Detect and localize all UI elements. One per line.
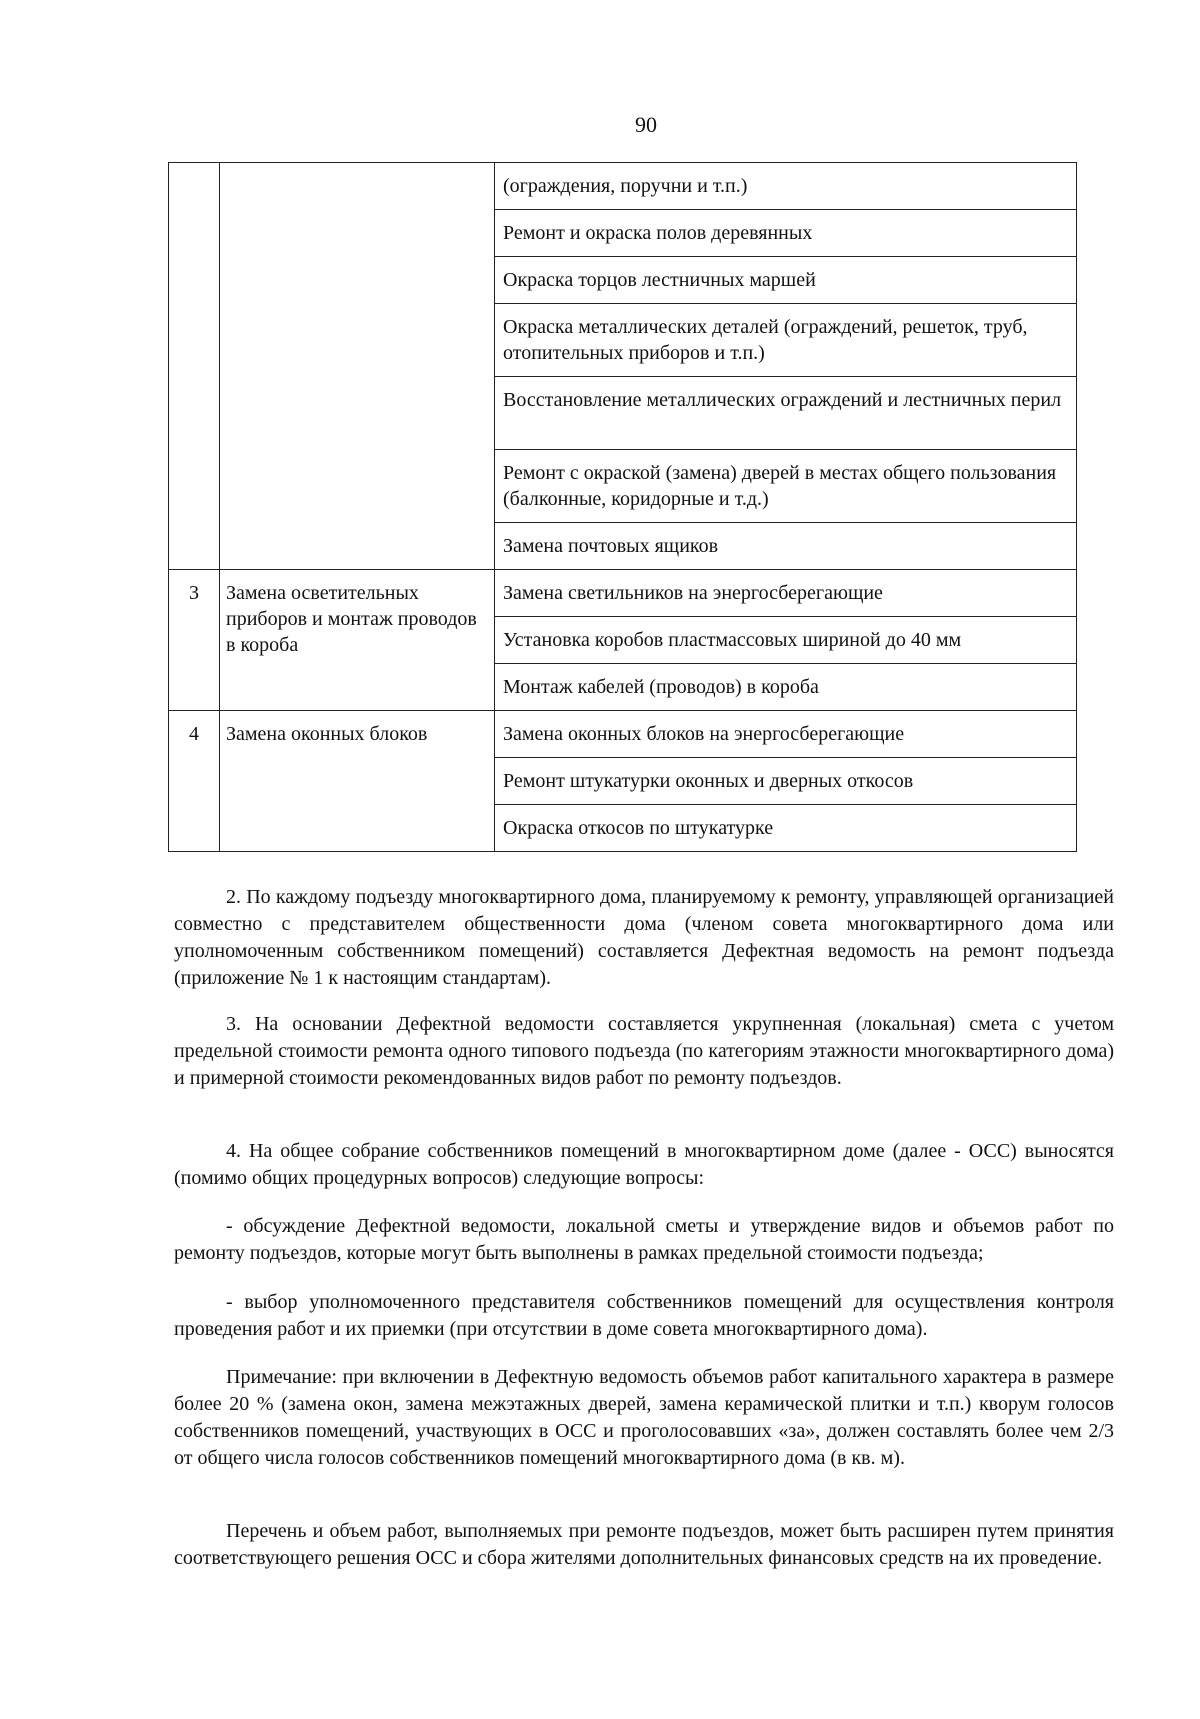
work-item: Замена почтовых ящиков: [495, 523, 1077, 570]
note-paragraph: Примечание: при включении в Дефектную ведомость объемов работ капитального характера в размере более 20 % (замена окон, замена межэтажных дверей, замена керамической плитки и т.п.) кворум голосов собственников помещений, участвующих в ОСС и проголосовавших «за», должен составлять более чем 2/3 от общего числа голосов собственников помещений многоквартирного дома (в кв. м).: [174, 1366, 1114, 1469]
bullet-discussion: - обсуждение Дефектной ведомости, локальной сметы и утверждение видов и объемов работ по ремонту подъездов, которые могут быть выполнены в рамках предельной стоимости подъезда;: [174, 1215, 1114, 1264]
work-item: Замена оконных блоков на энергосберегающие: [495, 711, 1077, 758]
work-category: Замена оконных блоков: [220, 711, 495, 852]
closing-paragraph: Перечень и объем работ, выполняемых при ремонте подъездов, может быть расширен путем принятия соответствующего решения ОСС и сбора жителями дополнительных финансовых средств на их проведение.: [174, 1520, 1114, 1569]
page-number: 90: [635, 112, 657, 137]
table-row: [169, 711, 1077, 758]
work-item: (ограждения, поручни и т.п.): [495, 163, 1077, 210]
work-category: [220, 163, 495, 570]
work-item: Окраска откосов по штукатурке: [495, 805, 1077, 852]
row-number: 3: [169, 570, 220, 711]
paragraph-2: 2. По каждому подъезду многоквартирного дома, планируемому к ремонту, управляющей организацией совместно с представителем общественности дома (членом совета многоквартирного дома или уполномоченным собственником помещений) составляется Дефектная ведомость на ремонт подъезда (приложение № 1 к настоящим стандартам).: [174, 886, 1114, 989]
work-item: Монтаж кабелей (проводов) в короба: [495, 664, 1077, 711]
work-item: Окраска металлических деталей (ограждений, решеток, труб, отопительных приборов и т.п.): [495, 304, 1077, 377]
paragraph-3: 3. На основании Дефектной ведомости составляется укрупненная (локальная) смета с учетом предельной стоимости ремонта одного типового подъезда (по категориям этажности многоквартирного дома) и примерной стоимости рекомендованных видов работ по ремонту подъездов.: [174, 1013, 1114, 1089]
work-item: Восстановление металлических ограждений и лестничных перил: [495, 377, 1077, 450]
table-row: [169, 570, 1077, 617]
works-table: [168, 162, 1077, 852]
work-item: Ремонт с окраской (замена) дверей в местах общего пользования (балконные, коридорные и т.д.): [495, 450, 1077, 523]
work-item: Ремонт штукатурки оконных и дверных откосов: [495, 758, 1077, 805]
bullet-representative: - выбор уполномоченного представителя собственников помещений для осуществления контроля проведения работ и их приемки (при отсутствии в доме совета многоквартирного дома).: [174, 1291, 1114, 1340]
table-row: [169, 163, 1077, 210]
work-item: Окраска торцов лестничных маршей: [495, 257, 1077, 304]
paragraph-4: 4. На общее собрание собственников помещений в многоквартирном доме (далее - ОСС) выносятся (помимо общих процедурных вопросов) следующие вопросы:: [174, 1140, 1114, 1189]
work-category: Замена осветительных приборов и монтаж проводов в короба: [220, 570, 495, 711]
row-number: 4: [169, 711, 220, 852]
row-number: [169, 163, 220, 570]
work-item: Замена светильников на энергосберегающие: [495, 570, 1077, 617]
work-item: Ремонт и окраска полов деревянных: [495, 210, 1077, 257]
work-item: Установка коробов пластмассовых шириной до 40 мм: [495, 617, 1077, 664]
